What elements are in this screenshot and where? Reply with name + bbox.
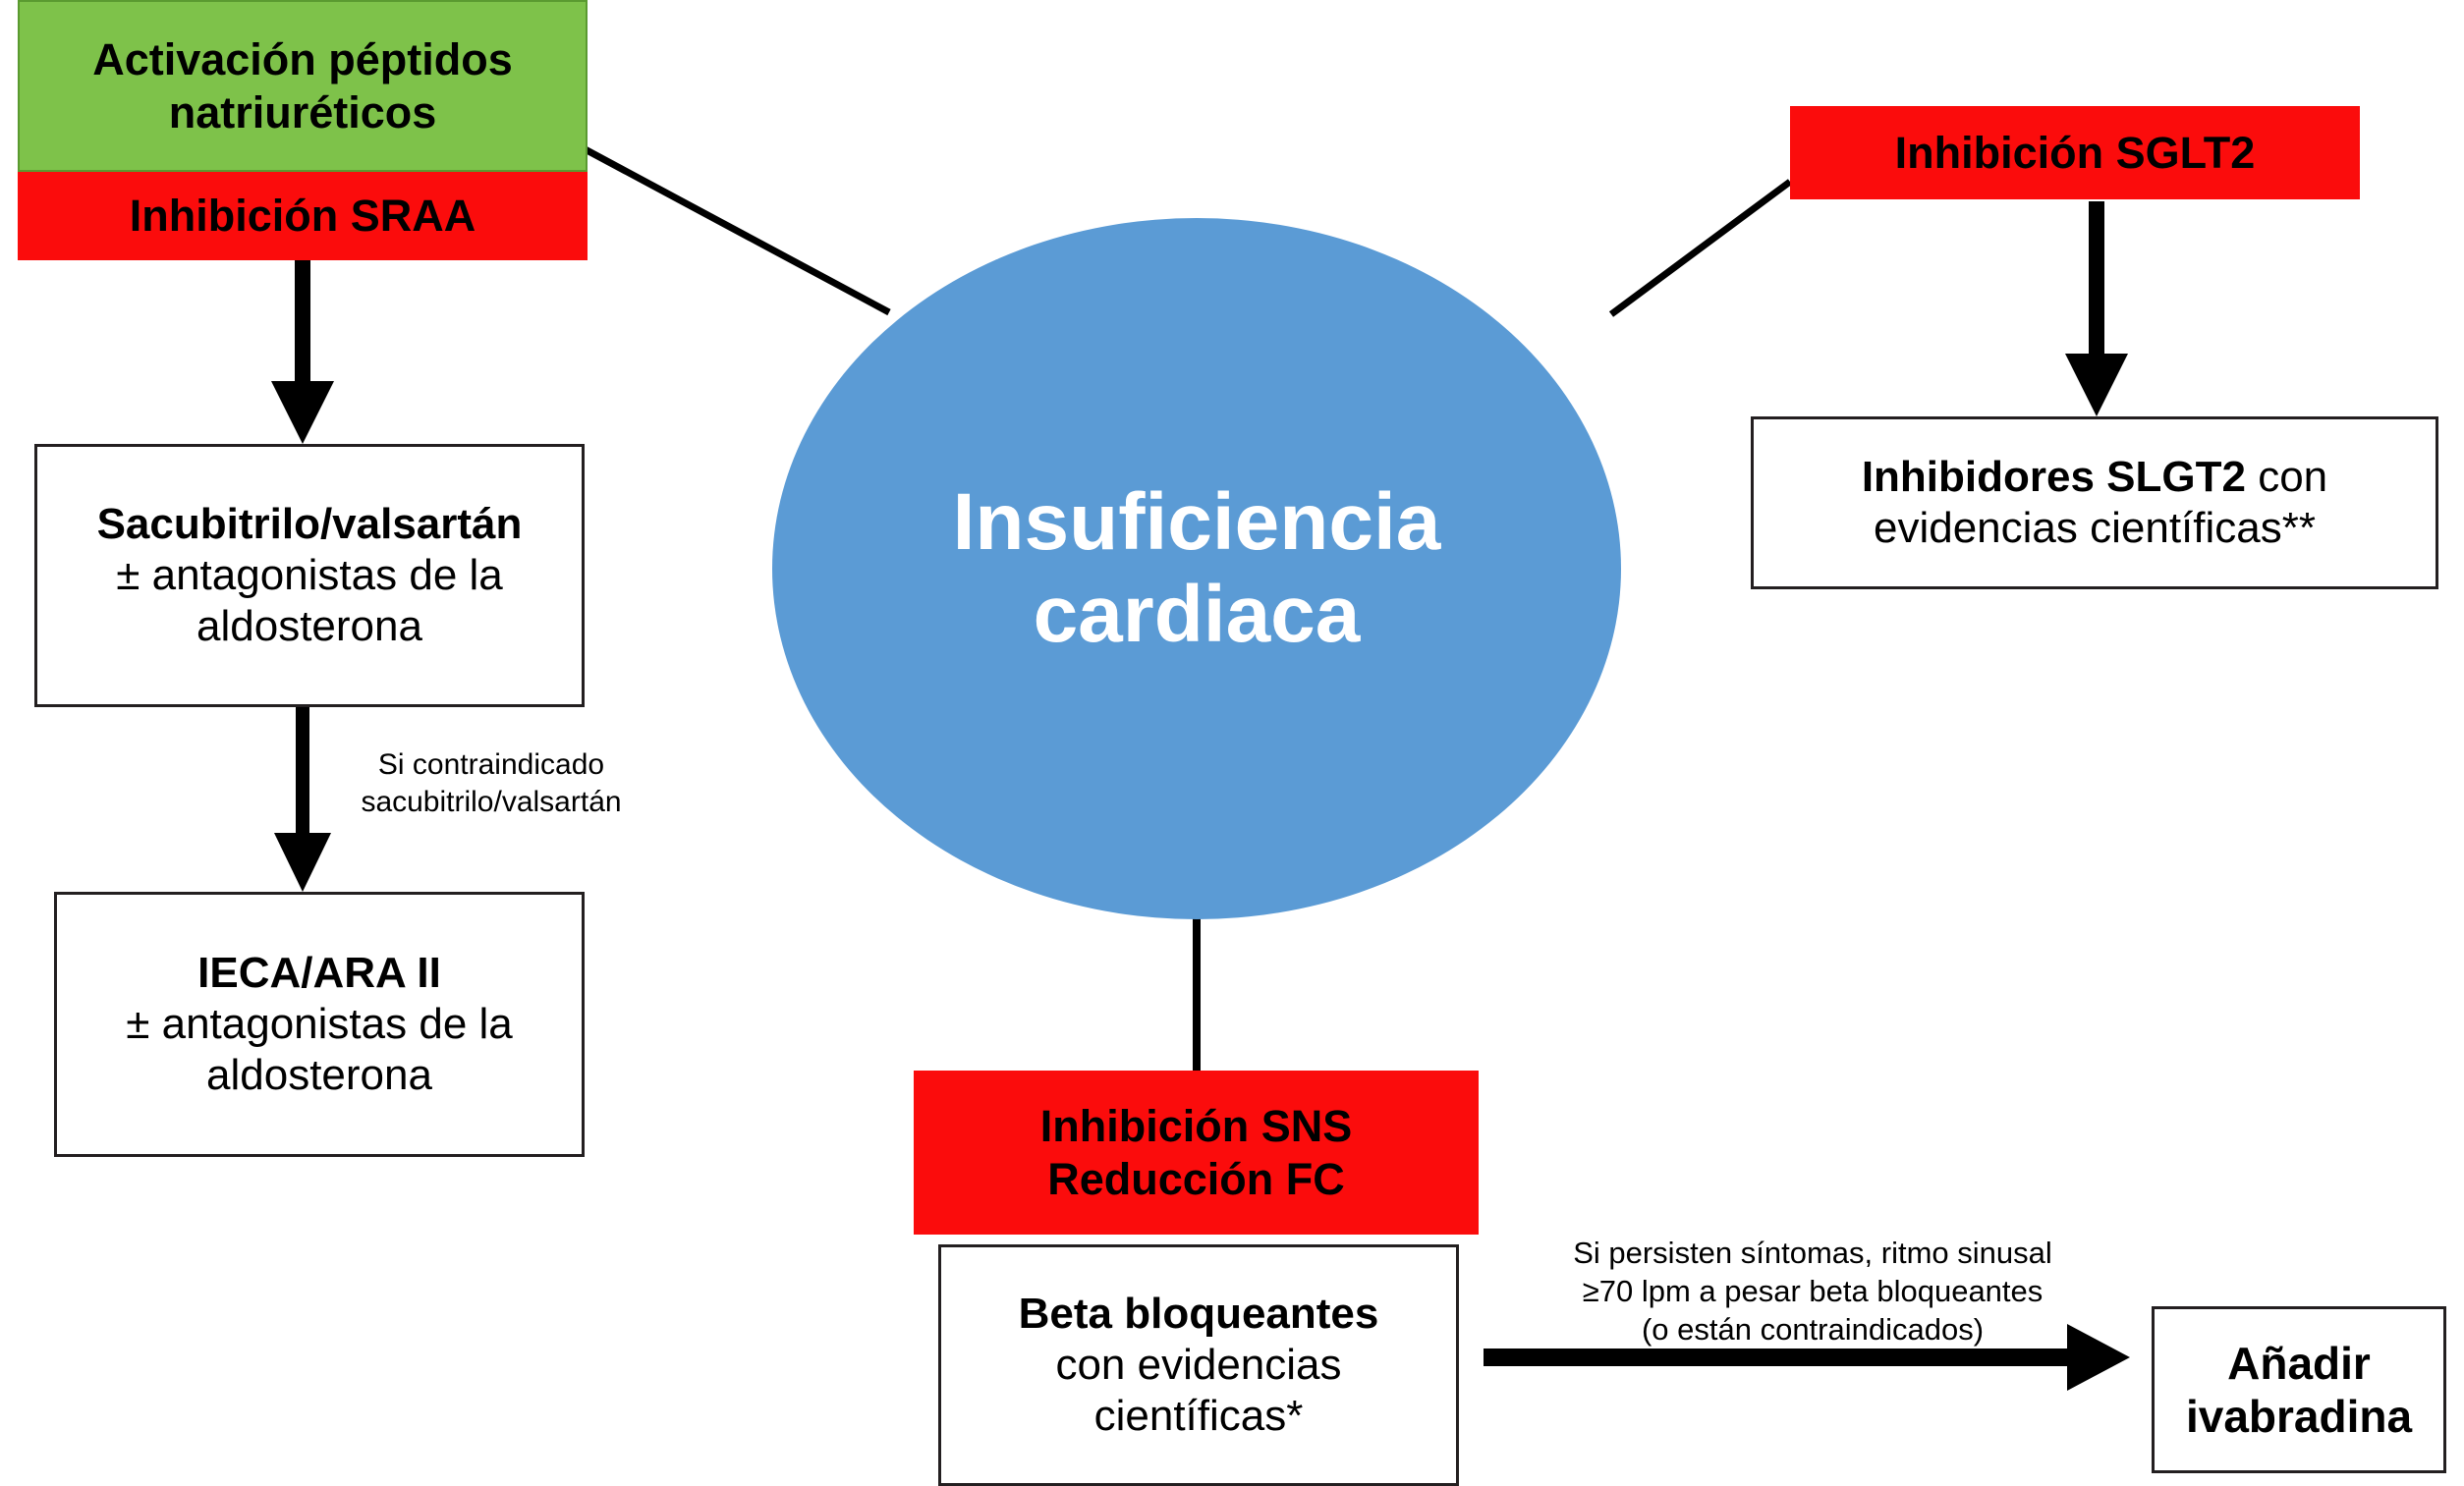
node-anadir-ivabradina	[2152, 1306, 2446, 1473]
central-node-label-line1: Insuficiencia	[952, 477, 1441, 567]
node-activacion-peptidos-natriureticos	[18, 0, 588, 172]
annotation-si-persisten-sintomas	[1503, 1235, 2122, 1348]
annotation-sintomas-line2: ≥70 lpm a pesar beta bloqueantes	[1582, 1273, 2044, 1308]
node-beta-line1: Beta bloqueantes	[1018, 1290, 1379, 1339]
node-ieca-line1: IECA/ARA II	[197, 949, 441, 998]
node-sacubitrilo-valsartan	[34, 444, 585, 707]
node-inhibicion-sns	[914, 1071, 1479, 1235]
node-ieca-ara-ii	[54, 892, 585, 1157]
annotation-sintomas-line1: Si persisten síntomas, ritmo sinusal	[1573, 1236, 2052, 1270]
node-inhibicion-sglt2	[1790, 106, 2360, 199]
node-natriuretic-line1: Activación péptidos	[92, 34, 513, 85]
annotation-si-contraindicado	[344, 746, 639, 820]
annotation-contraindicado-line2: sacubitrilo/valsartán	[361, 785, 622, 818]
node-sglt2-drugs-line2: evidencias científicas**	[1873, 504, 2316, 552]
annotation-contraindicado-line1: Si contraindicado	[377, 748, 605, 781]
node-sacubitrilo-line3: aldosterona	[196, 601, 422, 650]
node-sglt2-drugs-line1-rest: con	[2245, 453, 2328, 502]
node-beta-line2: con evidencias	[1055, 1341, 1342, 1390]
node-sacubitrilo-line1: Sacubitrilo/valsartán	[96, 500, 523, 549]
node-sns-line1: Inhibición SNS	[1039, 1101, 1353, 1152]
node-ivabradina-line1: Añadir	[2227, 1337, 2371, 1389]
node-beta-bloqueantes	[938, 1244, 1459, 1486]
node-inhibidores-slgt2	[1751, 416, 2438, 589]
node-ieca-line2: ± antagonistas de la	[126, 1000, 513, 1049]
node-sglt2-drugs-line1-bold: Inhibidores SLGT2	[1861, 453, 2246, 502]
node-ieca-line3: aldosterona	[206, 1050, 432, 1099]
node-sacubitrilo-line2: ± antagonistas de la	[116, 551, 503, 600]
central-node-label-line2: cardiaca	[1033, 570, 1361, 659]
node-beta-line3: científicas*	[1093, 1391, 1304, 1440]
node-sns-line2: Reducción FC	[1047, 1153, 1345, 1204]
node-inhibicion-sraa	[18, 172, 588, 260]
node-sraa-line1: Inhibición SRAA	[129, 191, 476, 242]
annotation-sintomas-line3: (o están contraindicados)	[1641, 1311, 1985, 1347]
node-sglt2-drugs-line1	[1862, 452, 2327, 503]
node-sglt2-inhibition-line1: Inhibición SGLT2	[1894, 127, 2256, 178]
node-ivabradina-line2: ivabradina	[2185, 1391, 2413, 1442]
central-node-insuficiencia-cardiaca	[772, 218, 1621, 919]
node-natriuretic-line2: natriuréticos	[168, 86, 437, 138]
